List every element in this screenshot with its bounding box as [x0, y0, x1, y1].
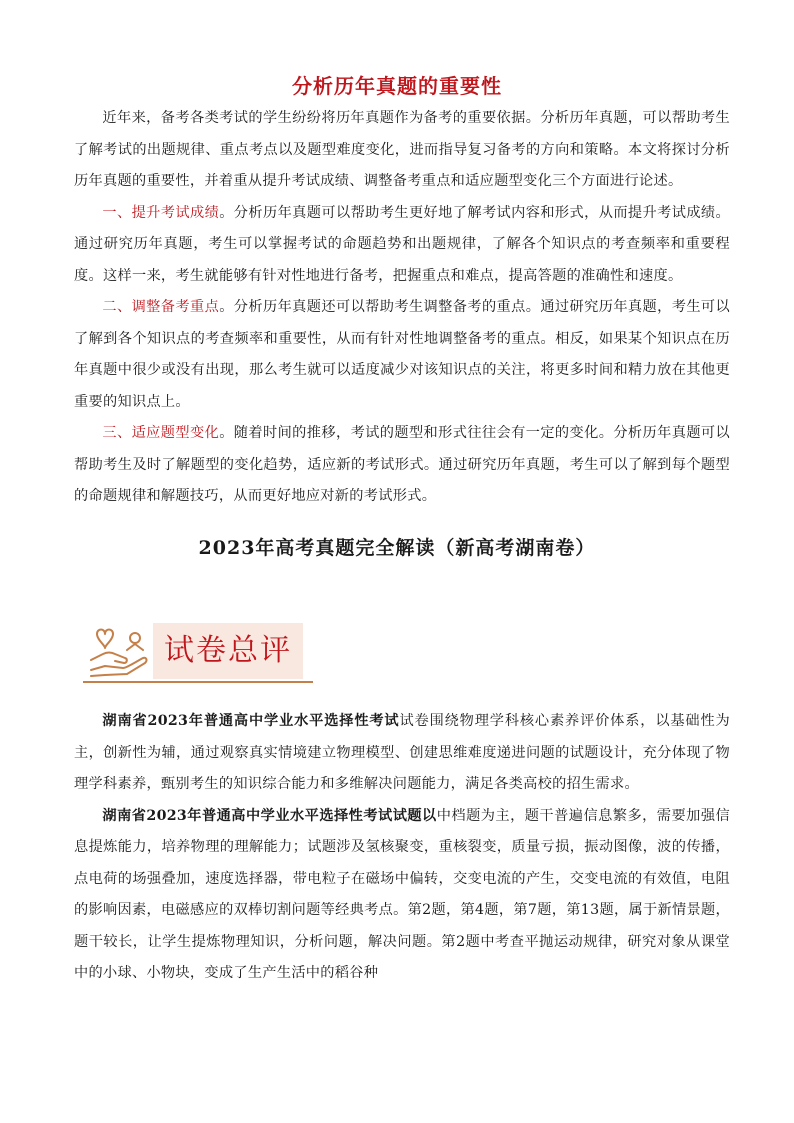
review-p2-bold: 湖南省2023年普通高中学业水平选择性考试试题以: [102, 807, 437, 824]
review-paragraph-1: [74, 706, 730, 801]
heart-hand-icon: [83, 620, 155, 680]
intro-section: [74, 103, 730, 513]
review-p1-bold: 湖南省2023年普通高中学业水平选择性考试: [102, 713, 400, 729]
point-2-paragraph: [74, 292, 730, 418]
intro-title: 分析历年真题的重要性: [292, 74, 502, 98]
banner-underline: [83, 681, 313, 683]
point-1-heading: 一、提升考试成绩: [102, 204, 220, 221]
point-1-body: 。分析历年真题可以帮助考生更好地了解考试内容和形式，从而提升考试成绩。通过研究历年真题，考生可以掌握考试的命题趋势和出题规律，了解各个知识点的考查频率和重要程度。这样一来，考生就能够有针对性地进行备考，把握重点和难点，提高答题的准确性和速度。: [74, 204, 730, 284]
review-p2-text: 中档题为主，题干普遍信息繁多，需要加强信息提炼能力，培养物理的理解能力；试题涉及氢核聚变，重核裂变，质量亏损，振动图像，波的传播，点电荷的场强叠加，速度选择器，带电粒子在磁场中偏转，交变电流的产生，交变电流的有效值，电阻的影响因素，电磁感应的双棒切割问题等经典考点。第2题，第4题，第7题，第13题，属于新情景题， 题干较长，让学生提炼物理知识，分析问题，解决问题。第2题中考查平抛运动规律，研究对象从课堂中的小球、小物块，变成了生产生活中的稻谷种: [74, 807, 730, 981]
exam-title: 2023年高考真题完全解读（新高考湖南卷）: [198, 537, 596, 559]
point-2-body: 。分析历年真题还可以帮助考生调整备考的重点。通过研究历年真题，考生可以了解到各个知识点的考查频率和重要性，从而有针对性地调整备考的重点。相反，如果某个知识点在历年真题中很少或没有出现，那么考生就可以适度减少对该知识点的关注，将更多时间和精力放在其他更重要的知识点上。: [74, 299, 730, 410]
banner-label-box: [153, 623, 303, 679]
point-3-heading: 三、适应题型变化: [102, 425, 220, 441]
point-3-body: 。随着时间的推移，考试的题型和形式往往会有一定的变化。分析历年真题可以帮助考生及时了解题型的变化趋势，适应新的考试形式。通过研究历年真题，考生可以了解到每个题型的命题规律和解题技巧，从而更好地应对新的考试形式。: [74, 425, 730, 504]
intro-paragraph: 近年来，备考各类考试的学生纷纷将历年真题作为备考的重要依据。分析历年真题，可以帮助考生了解考试的出题规律、重点考点以及题型难度变化，进而指导复习备考的方向和策略。本文将探讨分析历年真题的重要性，并着重从提升考试成绩、调整备考重点和适应题型变化三个方面进行论述。: [74, 110, 730, 189]
review-paragraph-2: [74, 801, 730, 990]
section-banner: [83, 618, 313, 688]
point-2-heading: 二、调整备考重点: [102, 299, 220, 315]
review-p1-text: 试卷围绕物理学科核心素养评价体系，以基础性为主，创新性为辅，通过观察真实情境建立物理模型、创建思维难度递进问题的试题设计，充分体现了物理学科素养，甄别考生的知识综合能力和多维解决问题能力，满足各类高校的招生需求。: [74, 713, 730, 792]
point-1-paragraph: [74, 198, 730, 293]
banner-label: 试卷总评: [164, 633, 292, 668]
point-3-paragraph: [74, 418, 730, 513]
review-section: [74, 706, 730, 990]
